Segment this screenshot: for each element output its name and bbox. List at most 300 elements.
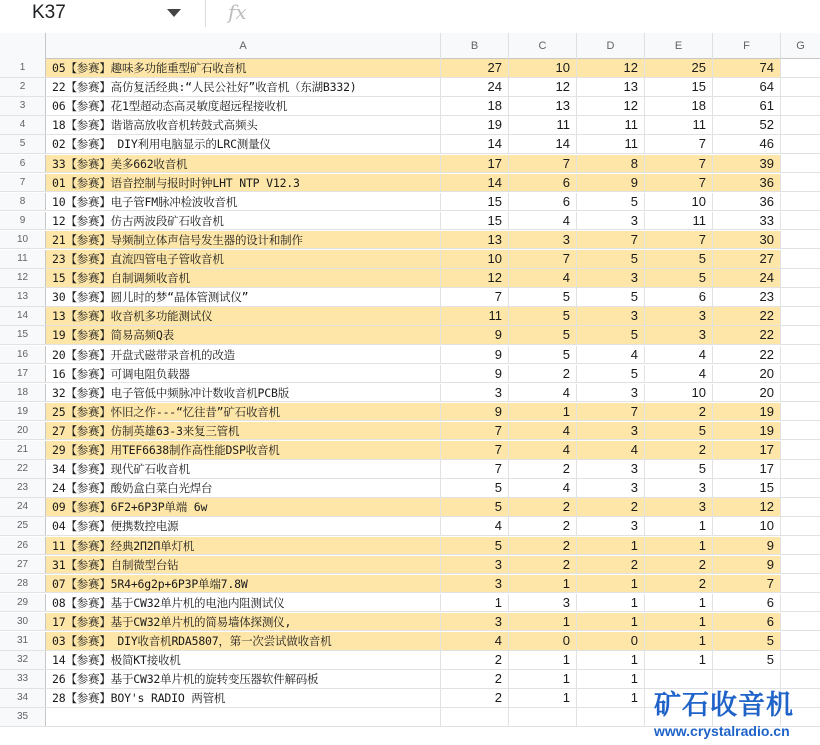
name-box[interactable]: K37 <box>32 2 66 23</box>
row-number[interactable]: 18 <box>0 384 46 402</box>
select-all-corner[interactable] <box>0 33 46 59</box>
cell-g[interactable] <box>781 517 820 535</box>
cell-title[interactable]: 30【参赛】圆儿时的梦“晶体管测试仪” <box>46 288 441 306</box>
row-number[interactable]: 25 <box>0 517 46 535</box>
cell-d[interactable]: 12 <box>577 59 645 77</box>
cell-g[interactable] <box>781 384 820 402</box>
cell-title[interactable] <box>46 708 441 726</box>
row-number[interactable]: 30 <box>0 613 46 631</box>
row-number[interactable]: 28 <box>0 575 46 593</box>
cell-f[interactable]: 36 <box>713 193 781 211</box>
cell-d[interactable]: 1 <box>577 594 645 612</box>
row-number[interactable]: 16 <box>0 346 46 364</box>
row-number[interactable]: 6 <box>0 155 46 173</box>
cell-f[interactable]: 22 <box>713 307 781 325</box>
row-number[interactable]: 12 <box>0 269 46 287</box>
cell-c[interactable]: 11 <box>509 116 577 134</box>
table-row <box>0 346 820 365</box>
cell-d[interactable]: 1 <box>577 651 645 669</box>
cell-c[interactable]: 2 <box>509 537 577 555</box>
cell-title[interactable]: 24【参赛】酸奶盒白菜白光焊台 <box>46 479 441 497</box>
cell-b[interactable]: 15 <box>441 212 509 230</box>
cell-c[interactable]: 2 <box>509 556 577 574</box>
cell-d[interactable]: 3 <box>577 422 645 440</box>
cell-f[interactable]: 9 <box>713 537 781 555</box>
cell-g[interactable] <box>781 59 820 77</box>
cell-g[interactable] <box>781 575 820 593</box>
cell-b[interactable]: 9 <box>441 403 509 421</box>
cell-d[interactable]: 13 <box>577 78 645 96</box>
cell-d[interactable]: 3 <box>577 479 645 497</box>
cell-d[interactable]: 3 <box>577 460 645 478</box>
cell-c[interactable]: 4 <box>509 384 577 402</box>
row-number[interactable]: 31 <box>0 632 46 650</box>
cell-c[interactable] <box>509 708 577 726</box>
cell-g[interactable] <box>781 250 820 268</box>
watermark-title: 矿石收音机 <box>654 690 794 721</box>
cell-e[interactable]: 1 <box>645 517 713 535</box>
cell-g[interactable] <box>781 116 820 134</box>
cell-b[interactable]: 10 <box>441 250 509 268</box>
column-header-g[interactable]: G <box>796 40 805 52</box>
cell-b[interactable] <box>441 708 509 726</box>
row-number[interactable]: 32 <box>0 651 46 669</box>
cell-e[interactable]: 7 <box>645 135 713 153</box>
cell-title[interactable]: 08【参赛】基于CW32单片机的电池内阻测试仪 <box>46 594 441 612</box>
cell-c[interactable]: 5 <box>509 307 577 325</box>
cell-g[interactable] <box>781 326 820 344</box>
cell-g[interactable] <box>781 651 820 669</box>
row-number[interactable]: 8 <box>0 193 46 211</box>
cell-e[interactable]: 10 <box>645 193 713 211</box>
cell-d[interactable]: 11 <box>577 135 645 153</box>
table-row <box>0 594 820 613</box>
cell-b[interactable]: 5 <box>441 479 509 497</box>
table-row <box>0 575 820 594</box>
cell-title[interactable]: 27【参赛】仿制英雄63-3来复三管机 <box>46 422 441 440</box>
cell-f[interactable]: 27 <box>713 250 781 268</box>
cell-e[interactable]: 7 <box>645 174 713 192</box>
cell-c[interactable]: 5 <box>509 326 577 344</box>
cell-f[interactable]: 20 <box>713 384 781 402</box>
cell-f[interactable]: 19 <box>713 422 781 440</box>
cell-d[interactable]: 5 <box>577 365 645 383</box>
cell-title[interactable]: 13【参赛】收音机多功能测试仪 <box>46 307 441 325</box>
cell-f[interactable]: 5 <box>713 632 781 650</box>
cell-d[interactable]: 2 <box>577 556 645 574</box>
cell-d[interactable]: 1 <box>577 613 645 631</box>
cell-c[interactable]: 7 <box>509 250 577 268</box>
cell-f[interactable]: 61 <box>713 97 781 115</box>
row-number[interactable]: 22 <box>0 460 46 478</box>
cell-e[interactable]: 7 <box>645 231 713 249</box>
table-row <box>0 135 820 154</box>
cell-d[interactable]: 9 <box>577 174 645 192</box>
cell-d[interactable]: 2 <box>577 498 645 516</box>
table-row <box>0 59 820 78</box>
cell-b[interactable]: 9 <box>441 326 509 344</box>
row-number[interactable]: 34 <box>0 689 46 707</box>
cell-b[interactable]: 5 <box>441 498 509 516</box>
cell-title[interactable]: 21【参赛】导频制立体声信号发生器的设计和制作 <box>46 231 441 249</box>
cell-title[interactable]: 06【参赛】花1型超动态高灵敏度超远程接收机 <box>46 97 441 115</box>
cell-e[interactable]: 7 <box>645 155 713 173</box>
table-row <box>0 651 820 670</box>
table-row <box>0 116 820 135</box>
row-number[interactable]: 7 <box>0 174 46 192</box>
cell-f[interactable]: 10 <box>713 517 781 535</box>
row-number[interactable]: 19 <box>0 403 46 421</box>
cell-e[interactable]: 1 <box>645 594 713 612</box>
table-row <box>0 174 820 193</box>
cell-f[interactable]: 46 <box>713 135 781 153</box>
cell-title[interactable]: 05【参赛】趣味多功能重型矿石收音机 <box>46 59 441 77</box>
cell-title[interactable]: 29【参赛】用TEF6638制作高性能DSP收音机 <box>46 441 441 459</box>
cell-f[interactable]: 17 <box>713 441 781 459</box>
cell-d[interactable]: 3 <box>577 212 645 230</box>
cell-f[interactable]: 22 <box>713 326 781 344</box>
cell-title[interactable]: 01【参赛】语音控制与报时时钟LHT NTP V12.3 <box>46 174 441 192</box>
cell-b[interactable]: 3 <box>441 556 509 574</box>
cell-b[interactable]: 27 <box>441 59 509 77</box>
cell-g[interactable] <box>781 135 820 153</box>
cell-title[interactable]: 14【参赛】极简KT接收机 <box>46 651 441 669</box>
cell-g[interactable] <box>781 288 820 306</box>
cell-f[interactable]: 6 <box>713 594 781 612</box>
cell-b[interactable]: 3 <box>441 613 509 631</box>
cell-g[interactable] <box>781 537 820 555</box>
cell-g[interactable] <box>781 78 820 96</box>
cell-e[interactable]: 15 <box>645 78 713 96</box>
cell-e[interactable]: 5 <box>645 422 713 440</box>
cell-b[interactable]: 13 <box>441 231 509 249</box>
row-number[interactable]: 27 <box>0 556 46 574</box>
cell-title[interactable]: 25【参赛】怀旧之作---“忆往昔”矿石收音机 <box>46 403 441 421</box>
row-number[interactable]: 35 <box>0 708 46 726</box>
cell-title[interactable]: 28【参赛】BOY's RADIO 两管机 <box>46 689 441 707</box>
cell-c[interactable]: 13 <box>509 97 577 115</box>
cell-e[interactable]: 3 <box>645 498 713 516</box>
cell-title[interactable]: 32【参赛】电子管低中频脉冲计数收音机PCB版 <box>46 384 441 402</box>
row-number[interactable]: 9 <box>0 212 46 230</box>
cell-c[interactable]: 4 <box>509 479 577 497</box>
cell-c[interactable]: 4 <box>509 269 577 287</box>
cell-title[interactable]: 18【参赛】谐谐高放收音机转鼓式高频头 <box>46 116 441 134</box>
row-number[interactable]: 23 <box>0 479 46 497</box>
cell-b[interactable]: 15 <box>441 193 509 211</box>
cell-c[interactable]: 1 <box>509 613 577 631</box>
cell-f[interactable]: 33 <box>713 212 781 230</box>
cell-c[interactable]: 2 <box>509 365 577 383</box>
column-header-e[interactable]: E <box>645 33 713 59</box>
cell-g[interactable] <box>781 632 820 650</box>
cell-g[interactable] <box>781 594 820 612</box>
cell-f[interactable]: 22 <box>713 346 781 364</box>
cell-c[interactable]: 5 <box>509 288 577 306</box>
cell-f[interactable]: 39 <box>713 155 781 173</box>
cell-g[interactable] <box>781 346 820 364</box>
cell-title[interactable]: 33【参赛】美多662收音机 <box>46 155 441 173</box>
cell-g[interactable] <box>781 212 820 230</box>
cell-b[interactable]: 4 <box>441 632 509 650</box>
cell-d[interactable]: 12 <box>577 97 645 115</box>
cell-d[interactable]: 1 <box>577 689 645 707</box>
cell-c[interactable]: 5 <box>509 346 577 364</box>
cell-f[interactable]: 24 <box>713 269 781 287</box>
cell-f[interactable]: 23 <box>713 288 781 306</box>
table-row <box>0 326 820 345</box>
cell-b[interactable]: 2 <box>441 670 509 688</box>
cell-b[interactable]: 1 <box>441 594 509 612</box>
cell-d[interactable]: 1 <box>577 670 645 688</box>
cell-g[interactable] <box>781 365 820 383</box>
cell-g[interactable] <box>781 403 820 421</box>
cell-e[interactable]: 1 <box>645 613 713 631</box>
cell-e[interactable]: 10 <box>645 384 713 402</box>
table-row <box>0 155 820 174</box>
cell-g[interactable] <box>781 231 820 249</box>
cell-c[interactable]: 1 <box>509 670 577 688</box>
cell-e[interactable]: 5 <box>645 460 713 478</box>
row-number[interactable]: 3 <box>0 97 46 115</box>
cell-d[interactable] <box>577 708 645 726</box>
cell-title[interactable]: 26【参赛】基于CW32单片机的旋转变压器软件解码板 <box>46 670 441 688</box>
cell-f[interactable]: 20 <box>713 365 781 383</box>
cell-c[interactable]: 4 <box>509 212 577 230</box>
cell-title[interactable]: 09【参赛】6F2+6P3P单端 6w <box>46 498 441 516</box>
cell-f[interactable]: 17 <box>713 460 781 478</box>
cell-f[interactable]: 30 <box>713 231 781 249</box>
table-row <box>0 212 820 231</box>
cell-c[interactable]: 2 <box>509 498 577 516</box>
cell-g[interactable] <box>781 155 820 173</box>
cell-title[interactable]: 19【参赛】简易高频Q表 <box>46 326 441 344</box>
cell-b[interactable]: 7 <box>441 288 509 306</box>
column-header-a[interactable]: A <box>46 33 441 59</box>
row-number[interactable]: 11 <box>0 250 46 268</box>
row-number[interactable]: 24 <box>0 498 46 516</box>
cell-c[interactable]: 3 <box>509 594 577 612</box>
cell-f[interactable]: 36 <box>713 174 781 192</box>
cell-c[interactable]: 4 <box>509 441 577 459</box>
table-row <box>0 78 820 97</box>
cell-f[interactable]: 52 <box>713 116 781 134</box>
cell-title[interactable]: 34【参赛】现代矿石收音机 <box>46 460 441 478</box>
cell-d[interactable]: 7 <box>577 403 645 421</box>
row-number[interactable]: 17 <box>0 365 46 383</box>
chevron-down-icon[interactable] <box>167 9 181 17</box>
cell-title[interactable]: 11【参赛】经典2Π2Π单灯机 <box>46 537 441 555</box>
column-header-b[interactable]: B <box>441 33 509 59</box>
table-row <box>0 422 820 441</box>
cell-g[interactable] <box>781 498 820 516</box>
cell-b[interactable]: 4 <box>441 517 509 535</box>
cell-b[interactable]: 11 <box>441 307 509 325</box>
cell-f[interactable]: 74 <box>713 59 781 77</box>
cell-g[interactable] <box>781 174 820 192</box>
cell-f[interactable]: 19 <box>713 403 781 421</box>
cell-e[interactable]: 4 <box>645 346 713 364</box>
cell-b[interactable]: 19 <box>441 116 509 134</box>
cell-title[interactable]: 03【参赛】 DIY收音机RDA5807，第一次尝试做收音机 <box>46 632 441 650</box>
cell-e[interactable]: 1 <box>645 632 713 650</box>
table-row <box>0 556 820 575</box>
cell-e[interactable]: 4 <box>645 365 713 383</box>
cell-e[interactable]: 1 <box>645 651 713 669</box>
cell-c[interactable]: 0 <box>509 632 577 650</box>
cell-c[interactable]: 10 <box>509 59 577 77</box>
cell-title[interactable]: 31【参赛】自制微型台钻 <box>46 556 441 574</box>
column-header-c[interactable]: C <box>509 33 577 59</box>
cell-g[interactable] <box>781 97 820 115</box>
cell-e[interactable]: 2 <box>645 556 713 574</box>
row-number[interactable]: 33 <box>0 670 46 688</box>
cell-g[interactable] <box>781 193 820 211</box>
cell-f[interactable]: 12 <box>713 498 781 516</box>
cell-title[interactable]: 10【参赛】电子管FM脉冲检波收音机 <box>46 193 441 211</box>
cell-title[interactable]: 23【参赛】直流四管电子管收音机 <box>46 250 441 268</box>
cell-c[interactable]: 3 <box>509 231 577 249</box>
cell-title[interactable]: 17【参赛】基于CW32单片机的简易墙体探测仪, <box>46 613 441 631</box>
cell-d[interactable]: 5 <box>577 288 645 306</box>
cell-g[interactable] <box>781 613 820 631</box>
cell-d[interactable]: 5 <box>577 250 645 268</box>
cell-f[interactable]: 64 <box>713 78 781 96</box>
cell-f[interactable]: 7 <box>713 575 781 593</box>
row-number[interactable]: 21 <box>0 441 46 459</box>
cell-d[interactable]: 5 <box>577 326 645 344</box>
cell-d[interactable]: 11 <box>577 116 645 134</box>
cell-title[interactable]: 15【参赛】自制调频收音机 <box>46 269 441 287</box>
table-row <box>0 269 820 288</box>
cell-b[interactable]: 2 <box>441 689 509 707</box>
cell-d[interactable]: 0 <box>577 632 645 650</box>
cell-title[interactable]: 20【参赛】开盘式磁带录音机的改造 <box>46 346 441 364</box>
cell-f[interactable]: 15 <box>713 479 781 497</box>
cell-c[interactable]: 6 <box>509 174 577 192</box>
cell-d[interactable]: 3 <box>577 384 645 402</box>
row-number[interactable]: 4 <box>0 116 46 134</box>
cell-f[interactable]: 6 <box>713 613 781 631</box>
cell-d[interactable]: 5 <box>577 193 645 211</box>
cell-title[interactable]: 16【参赛】可调电阻负载器 <box>46 365 441 383</box>
table-row <box>0 517 820 536</box>
cell-e[interactable]: 2 <box>645 441 713 459</box>
cell-d[interactable]: 4 <box>577 441 645 459</box>
cell-e[interactable]: 25 <box>645 59 713 77</box>
cell-d[interactable]: 8 <box>577 155 645 173</box>
cell-c[interactable]: 1 <box>509 651 577 669</box>
cell-b[interactable]: 14 <box>441 135 509 153</box>
cell-f[interactable]: 9 <box>713 556 781 574</box>
cell-b[interactable]: 7 <box>441 460 509 478</box>
row-number[interactable]: 20 <box>0 422 46 440</box>
cell-g[interactable] <box>781 269 820 287</box>
cell-c[interactable]: 2 <box>509 517 577 535</box>
cell-g[interactable] <box>781 441 820 459</box>
cell-title[interactable]: 22【参赛】高仿复活经典:“人民公社好”收音机（东湖B332) <box>46 78 441 96</box>
cell-c[interactable]: 7 <box>509 155 577 173</box>
cell-e[interactable]: 18 <box>645 97 713 115</box>
cell-c[interactable]: 2 <box>509 460 577 478</box>
row-number[interactable]: 15 <box>0 326 46 344</box>
row-number[interactable]: 13 <box>0 288 46 306</box>
cell-b[interactable]: 5 <box>441 537 509 555</box>
cell-e[interactable]: 3 <box>645 479 713 497</box>
cell-c[interactable]: 4 <box>509 422 577 440</box>
row-number[interactable]: 10 <box>0 231 46 249</box>
row-number[interactable]: 14 <box>0 307 46 325</box>
cell-b[interactable]: 3 <box>441 384 509 402</box>
cell-b[interactable]: 7 <box>441 422 509 440</box>
cell-b[interactable]: 2 <box>441 651 509 669</box>
cell-d[interactable]: 4 <box>577 346 645 364</box>
row-number[interactable]: 29 <box>0 594 46 612</box>
cell-e[interactable]: 5 <box>645 269 713 287</box>
cell-d[interactable]: 3 <box>577 269 645 287</box>
cell-d[interactable]: 1 <box>577 575 645 593</box>
cell-b[interactable]: 12 <box>441 269 509 287</box>
cell-b[interactable]: 3 <box>441 575 509 593</box>
cell-c[interactable]: 1 <box>509 689 577 707</box>
cell-d[interactable]: 3 <box>577 517 645 535</box>
cell-b[interactable]: 7 <box>441 441 509 459</box>
cell-c[interactable]: 6 <box>509 193 577 211</box>
cell-title[interactable]: 04【参赛】便携数控电源 <box>46 517 441 535</box>
row-number[interactable]: 5 <box>0 135 46 153</box>
fx-icon: fx <box>228 0 247 24</box>
cell-c[interactable]: 14 <box>509 135 577 153</box>
cell-b[interactable]: 9 <box>441 365 509 383</box>
cell-e[interactable]: 11 <box>645 212 713 230</box>
cell-g[interactable] <box>781 479 820 497</box>
column-header-f[interactable]: F <box>713 33 781 59</box>
cell-g[interactable] <box>781 556 820 574</box>
cell-b[interactable]: 14 <box>441 174 509 192</box>
cell-e[interactable]: 3 <box>645 307 713 325</box>
cell-b[interactable]: 17 <box>441 155 509 173</box>
cell-c[interactable]: 12 <box>509 78 577 96</box>
cell-e[interactable]: 2 <box>645 403 713 421</box>
row-number[interactable]: 1 <box>0 59 46 77</box>
cell-e[interactable]: 6 <box>645 288 713 306</box>
cell-f[interactable]: 5 <box>713 651 781 669</box>
cell-g[interactable] <box>781 422 820 440</box>
column-header-row <box>0 33 820 59</box>
cell-c[interactable]: 1 <box>509 575 577 593</box>
column-header-d[interactable]: D <box>577 33 645 59</box>
cell-d[interactable]: 7 <box>577 231 645 249</box>
cell-d[interactable]: 3 <box>577 307 645 325</box>
cell-g[interactable] <box>781 460 820 478</box>
row-number[interactable]: 26 <box>0 537 46 555</box>
cell-title[interactable]: 12【参赛】仿古两波段矿石收音机 <box>46 212 441 230</box>
cell-b[interactable]: 24 <box>441 78 509 96</box>
cell-title[interactable]: 02【参赛】 DIY利用电脑显示的LRC测量仪 <box>46 135 441 153</box>
cell-g[interactable] <box>781 307 820 325</box>
cell-e[interactable]: 11 <box>645 116 713 134</box>
cell-e[interactable]: 3 <box>645 326 713 344</box>
cell-c[interactable]: 1 <box>509 403 577 421</box>
cell-b[interactable]: 18 <box>441 97 509 115</box>
cell-e[interactable]: 5 <box>645 250 713 268</box>
cell-b[interactable]: 9 <box>441 346 509 364</box>
cell-e[interactable]: 1 <box>645 537 713 555</box>
row-number[interactable]: 2 <box>0 78 46 96</box>
cell-title[interactable]: 07【参赛】5R4+6g2p+6P3P单端7.8W <box>46 575 441 593</box>
cell-d[interactable]: 1 <box>577 537 645 555</box>
cell-e[interactable]: 2 <box>645 575 713 593</box>
